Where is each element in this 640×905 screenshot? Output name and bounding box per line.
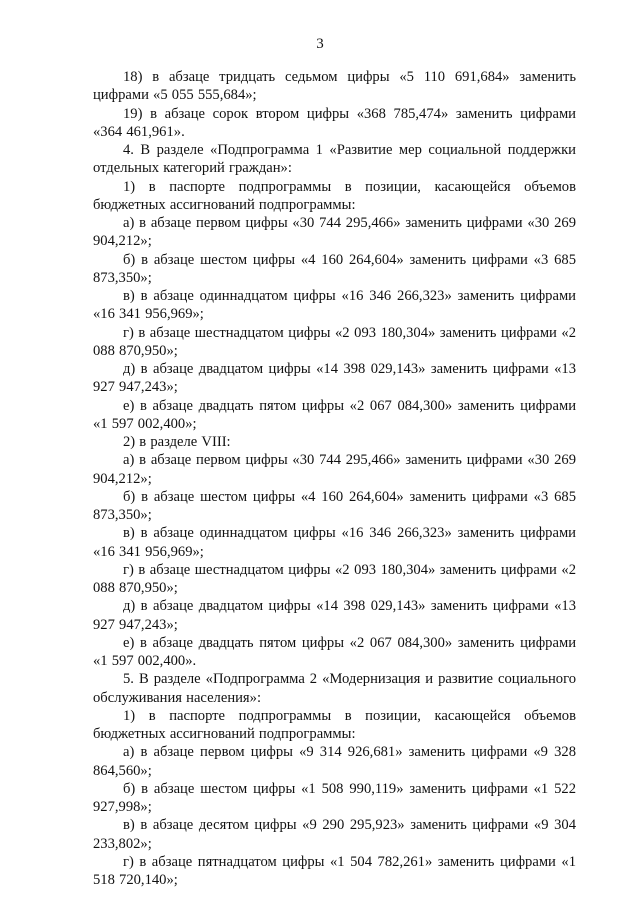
paragraph: а) в абзаце первом цифры «30 744 295,466» заменить цифрами «30 269 904,212»;: [93, 452, 576, 487]
paragraph: 1) в паспорте подпрограммы в позиции, касающейся объемов бюджетных ассигнований подпрограммы:: [93, 707, 576, 742]
paragraph: а) в абзаце первом цифры «9 314 926,681» заменить цифрами «9 328 864,560»;: [93, 744, 576, 779]
paragraph: б) в абзаце шестом цифры «4 160 264,604» заменить цифрами «3 685 873,350»;: [93, 488, 576, 523]
paragraph: 19) в абзаце сорок втором цифры «368 785,474» заменить цифрами «364 461,961».: [93, 105, 576, 140]
paragraph: д) в абзаце двадцатом цифры «14 398 029,143» заменить цифрами «13 927 947,243»;: [93, 598, 576, 633]
paragraph: в) в абзаце одиннадцатом цифры «16 346 266,323» заменить цифрами «16 341 956,969»;: [93, 525, 576, 560]
paragraph: е) в абзаце двадцать пятом цифры «2 067 084,300» заменить цифрами «1 597 002,400»;: [93, 397, 576, 432]
paragraph: д) в абзаце двадцатом цифры «14 398 029,143» заменить цифрами «13 927 947,243»;: [93, 361, 576, 396]
paragraph: г) в абзаце шестнадцатом цифры «2 093 180,304» заменить цифрами «2 088 870,950»;: [93, 324, 576, 359]
paragraph: 4. В разделе «Подпрограмма 1 «Развитие мер социальной поддержки отдельных категорий граждан»:: [93, 142, 576, 177]
paragraph: г) в абзаце пятнадцатом цифры «1 504 782,261» заменить цифрами «1 518 720,140»;: [93, 853, 576, 888]
paragraph: е) в абзаце двадцать пятом цифры «2 067 084,300» заменить цифрами «1 597 002,400».: [93, 634, 576, 669]
paragraph: 1) в паспорте подпрограммы в позиции, касающейся объемов бюджетных ассигнований подпрограммы:: [93, 178, 576, 213]
page-number: 3: [316, 36, 324, 52]
paragraph: б) в абзаце шестом цифры «4 160 264,604» заменить цифрами «3 685 873,350»;: [93, 251, 576, 286]
paragraph: б) в абзаце шестом цифры «1 508 990,119» заменить цифрами «1 522 927,998»;: [93, 780, 576, 815]
paragraph: а) в абзаце первом цифры «30 744 295,466» заменить цифрами «30 269 904,212»;: [93, 215, 576, 250]
paragraph: 2) в разделе VIII:: [123, 434, 231, 450]
paragraph: в) в абзаце одиннадцатом цифры «16 346 266,323» заменить цифрами «16 341 956,969»;: [93, 288, 576, 323]
paragraph: 18) в абзаце тридцать седьмом цифры «5 110 691,684» заменить цифрами «5 055 555,684»;: [93, 69, 576, 104]
paragraph: в) в абзаце десятом цифры «9 290 295,923» заменить цифрами «9 304 233,802»;: [93, 817, 576, 852]
document-body: [93, 68, 576, 889]
paragraph: 5. В разделе «Подпрограмма 2 «Модернизация и развитие социального обслуживания населения»:: [93, 671, 576, 706]
paragraph: г) в абзаце шестнадцатом цифры «2 093 180,304» заменить цифрами «2 088 870,950»;: [93, 561, 576, 596]
